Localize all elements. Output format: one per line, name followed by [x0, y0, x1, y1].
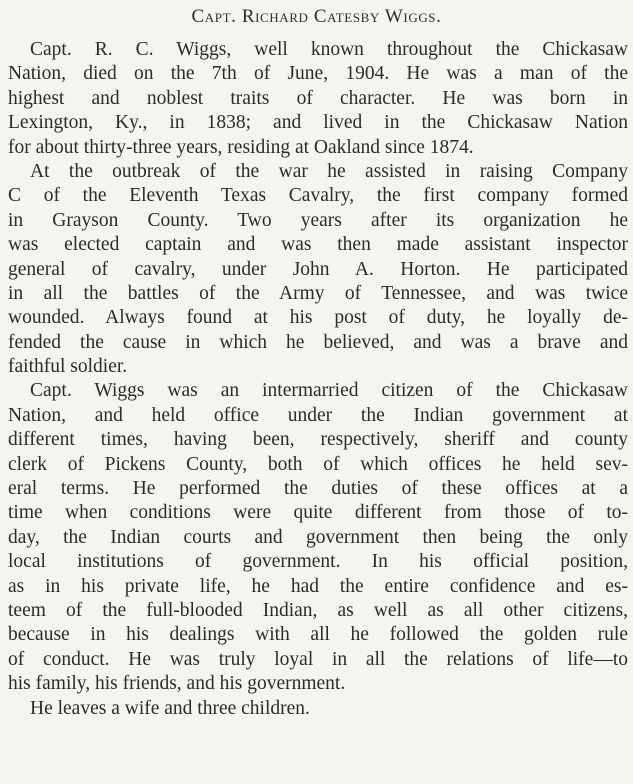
paragraph-1-line-5: for about thirty-three years, residing at Oakland since 1874. — [8, 136, 474, 158]
paragraph-3-line-13: his family, his friends, and his government. — [8, 673, 346, 695]
article-body — [8, 38, 628, 721]
paragraph-2-line-5: general of cavalry, under John A. Horton. He participated — [8, 258, 628, 280]
paragraph-2-line-8: fended the cause in which he believed, and was a brave and — [8, 331, 628, 353]
paragraph-3-line-3: different times, having been, respectively, sheriff and county — [8, 429, 628, 451]
article-title: Capt. Richard Catesby Wiggs. — [191, 6, 442, 27]
paragraph-3-line-4: clerk of Pickens County, both of which offices he held sev- — [8, 453, 628, 475]
paragraph-3-line-11: because in his dealings with all he followed the golden rule — [8, 624, 628, 646]
paragraph-3-line-1: Capt. Wiggs was an intermarried citizen of the Chickasaw — [30, 380, 628, 402]
paragraph-2-line-6: in all the battles of the Army of Tennessee, and was twice — [8, 282, 628, 304]
paragraph-1-line-3: highest and noblest traits of character. He was born in — [8, 87, 628, 109]
paragraph-3-line-9: as in his private life, he had the entire confidence and es- — [8, 575, 628, 597]
paragraph-1-line-2: Nation, died on the 7th of June, 1904. He was a man of the — [8, 63, 628, 85]
paragraph-1-line-4: Lexington, Ky., in 1838; and lived in the Chickasaw Nation — [8, 112, 628, 134]
paragraph-2-line-3: in Grayson County. Two years after its organization he — [8, 209, 628, 231]
paragraph-2-line-1: At the outbreak of the war he assisted in raising Company — [30, 160, 628, 182]
paragraph-4-line-1: He leaves a wife and three children. — [30, 697, 310, 719]
paragraph-2-line-9: faithful soldier. — [8, 356, 128, 378]
paragraph-3-line-2: Nation, and held office under the Indian government at — [8, 404, 628, 426]
paragraph-3-line-5: eral terms. He performed the duties of these offices at a — [8, 478, 628, 500]
paragraph-3-line-7: day, the Indian courts and government then being the only — [8, 526, 628, 548]
paragraph-3-line-8: local institutions of government. In his official position, — [8, 551, 628, 573]
paragraph-1-line-1: Capt. R. C. Wiggs, well known throughout the Chickasaw — [30, 39, 628, 60]
paragraph-3-line-12: of conduct. He was truly loyal in all the relations of life—to — [8, 648, 628, 670]
paragraph-2-line-2: C of the Eleventh Texas Cavalry, the first company formed — [8, 185, 628, 207]
paragraph-3-line-6: time when conditions were quite different from those of to- — [8, 502, 628, 524]
paragraph-2-line-4: was elected captain and was then made assistant inspector — [8, 234, 628, 256]
paragraph-3-line-10: teem of the full-blooded Indian, as well as all other citizens, — [8, 599, 628, 621]
paragraph-2-line-7: wounded. Always found at his post of duty, he loyally de- — [8, 307, 628, 329]
